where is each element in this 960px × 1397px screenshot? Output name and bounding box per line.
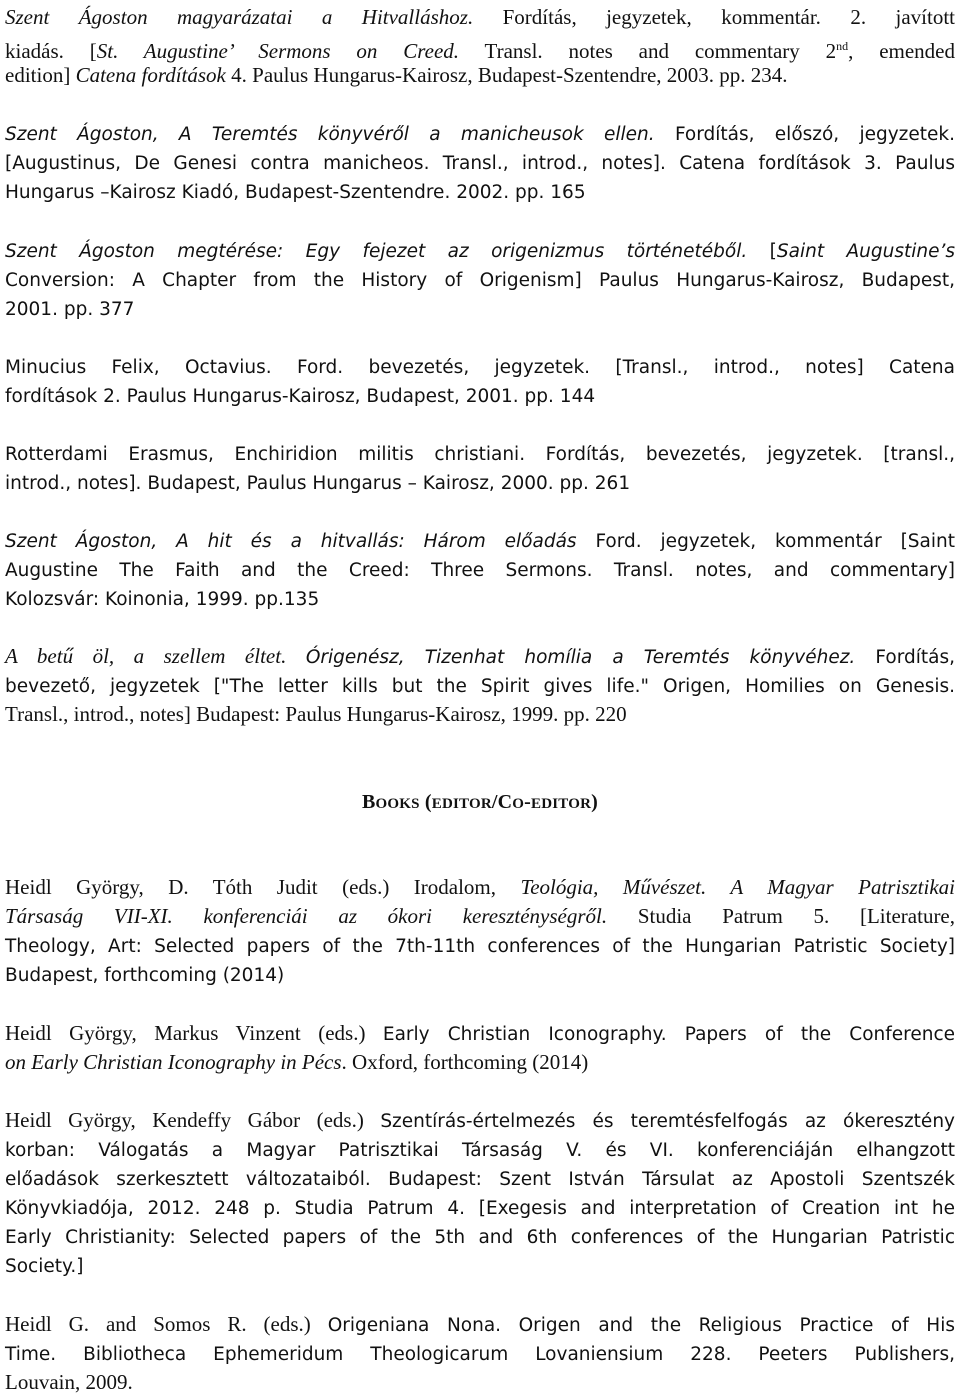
text-segment: ) — [591, 791, 598, 813]
text-segment: Társaság VII-XI. konferenciái az ókori kereszténységről. — [5, 904, 608, 928]
entry-line — [5, 1019, 955, 1048]
text-segment: [Augustinus, De Genesi contra manicheos. Transl., introd., notes]. Catena fordítások 3. Paulus — [5, 153, 955, 174]
text-segment: Louvain, 2009. — [5, 1370, 133, 1394]
entry-line — [5, 1106, 955, 1135]
text-segment: OOKS — [375, 796, 420, 812]
text-segment: Heidl György, Markus Vinzent (eds.) — [5, 1021, 383, 1045]
text-segment: Budapest, forthcoming (2014) — [5, 965, 285, 986]
bib-entry-origen-genesis — [5, 642, 955, 729]
entry-line — [5, 32, 955, 61]
entry-line — [5, 642, 955, 671]
entry-line — [5, 468, 955, 497]
entry-line — [5, 119, 955, 148]
bib-entry-minucius-felix — [5, 352, 955, 410]
entry-line — [5, 148, 955, 177]
entry-line — [5, 1251, 955, 1280]
text-segment: korban: Válogatás a Magyar Patrisztikai Társaság V. és VI. konferenciáján elhangzott — [5, 1140, 955, 1161]
entry-line — [5, 177, 955, 206]
entry-line — [5, 1135, 955, 1164]
bib-entry-literature-theology-art — [5, 873, 955, 989]
entry-line — [5, 236, 955, 265]
text-segment — [286, 644, 305, 668]
text-segment: B — [361, 791, 376, 813]
bib-entry-early-christian-iconography — [5, 1019, 955, 1077]
entry-line — [5, 526, 955, 555]
text-segment: - — [524, 791, 532, 813]
entry-line — [5, 555, 955, 584]
entry-line — [5, 381, 955, 410]
section-heading-books-editor — [0, 791, 960, 814]
text-segment: introd., notes]. Budapest, Paulus Hungarus – Kairosz, 2000. pp. 261 — [5, 473, 631, 494]
text-segment: Teológia, Művészet. A Magyar Patrisztikai — [520, 875, 955, 899]
entry-line — [5, 1368, 955, 1397]
entry-line — [5, 902, 955, 931]
text-segment: Heidl György, D. Tóth Judit (eds.) Irodalom, — [5, 875, 521, 899]
text-segment: Szent Ágoston megtérése: Egy fejezet az origenizmus történetéből. — [5, 241, 748, 262]
entry-line — [5, 700, 955, 729]
text-segment: /C — [491, 791, 513, 813]
text-segment: nd — [836, 39, 849, 53]
text-segment: . Oxford, forthcoming (2014) — [341, 1050, 589, 1074]
text-segment: edition] — [5, 63, 76, 87]
text-segment: O — [512, 796, 525, 812]
text-segment: Szent Ágoston, A Teremtés könyvéről a manicheusok ellen. — [5, 124, 655, 145]
text-segment: Hungarus –Kairosz Kiadó, Budapest-Szentendre. 2002. pp. 165 — [5, 182, 586, 203]
entry-line — [5, 3, 955, 32]
entry-line — [5, 439, 955, 468]
text-segment: Fordítás, jegyzetek, kommentár. 2. javított — [473, 5, 955, 29]
text-segment: Origeniana Nona. Origen and the Religious Practice of His — [327, 1315, 955, 1336]
text-segment: Ford. jegyzetek, kommentár [Saint — [576, 531, 955, 552]
text-segment: St. Augustine’ Sermons on Creed. — [96, 39, 460, 63]
text-segment: Early Christianity: Selected papers of the 5th and 6th conferences of the Hungarian Patristic — [5, 1227, 955, 1248]
bib-entry-erasmus-enchiridion — [5, 439, 955, 497]
entry-line — [5, 61, 955, 90]
text-segment: A betű öl, a szellem éltet. — [5, 644, 287, 668]
text-segment: Rotterdami Erasmus, Enchiridion militis christiani. Fordítás, bevezetés, jegyzetek. [transl., — [5, 444, 955, 465]
text-segment: Szentírás-értelmezés és teremtésfelfogás az ókeresztény — [380, 1111, 955, 1132]
text-segment: előadások szerkesztett változataiból. Budapest: Szent István Társulat az Apostoli Szentszék — [5, 1169, 955, 1190]
text-segment: Catena fordítások — [75, 63, 226, 87]
entry-line — [5, 1310, 955, 1339]
text-segment: Könyvkiadója, 2012. 248 p. Studia Patrum 4. [Exegesis and interpretation of Creation int he — [5, 1198, 955, 1219]
text-segment: bevezető, jegyzetek ["The letter kills but the Spirit gives life." Origen, Homilies on Genesis. — [5, 676, 955, 697]
entry-line — [5, 873, 955, 902]
text-segment: Studia Patrum 5. [Literature, — [607, 904, 956, 928]
text-segment: Conversion: A Chapter from the History of Origenism] Paulus Hungarus-Kairosz, Budapest, — [5, 270, 955, 291]
text-segment: Heidl György, Kendeffy Gábor (eds.) — [5, 1108, 381, 1132]
text-segment: Fordítás, — [855, 647, 955, 668]
bib-entry-szentiras-ertelmezes — [5, 1106, 955, 1280]
text-segment: Minucius Felix, Octavius. Ford. bevezetés, jegyzetek. [Transl., introd., notes] Catena — [5, 357, 955, 378]
entry-line — [5, 1048, 955, 1077]
text-segment: EDITOR — [431, 796, 492, 812]
text-segment: Theology, Art: Selected papers of the 7th-11th conferences of the Hungarian Patristic Society] — [5, 936, 955, 957]
entry-line — [5, 352, 955, 381]
entry-line — [5, 1164, 955, 1193]
text-segment: kiadás. [ — [5, 39, 97, 63]
text-segment: Transl., introd., notes] Budapest: Paulus Hungarus-Kairosz, 1999. pp. 220 — [5, 702, 627, 726]
text-segment: Szent Ágoston, A hit és a hitvallás: Három előadás — [5, 531, 577, 552]
text-segment: fordítások 2. Paulus Hungarus-Kairosz, Budapest, 2001. pp. 144 — [5, 386, 596, 407]
text-segment: on Early Christian Iconography in Pécs — [5, 1050, 342, 1074]
text-segment: Heidl G. and Somos R. (eds.) — [5, 1312, 328, 1336]
text-segment: Transl. notes and commentary 2 — [459, 39, 837, 63]
text-segment: 4. Paulus Hungarus-Kairosz, Budapest-Szentendre, 2003. pp. 234. — [225, 63, 788, 87]
text-segment: Órigenész, Tizenhat homília a Teremtés könyvéhez. — [305, 647, 856, 668]
entry-line — [5, 584, 955, 613]
text-segment: Augustine The Faith and the Creed: Three Sermons. Transl. notes, and commentary] — [5, 560, 955, 581]
text-segment: [ — [747, 241, 777, 262]
entry-line — [5, 671, 955, 700]
text-segment: Fordítás, előszó, jegyzetek. — [654, 124, 956, 145]
bib-entry-augustine-faith-creed — [5, 526, 955, 613]
bib-entry-augustine-creed-2nd — [5, 3, 955, 90]
bib-entry-augustine-genesi — [5, 119, 955, 206]
text-segment: Early Christian Iconography. Papers of the Conference — [382, 1024, 955, 1045]
entry-line — [5, 931, 955, 960]
entry-line — [5, 960, 955, 989]
entry-line — [5, 1222, 955, 1251]
entry-line — [5, 1193, 955, 1222]
text-segment: Kolozsvár: Koinonia, 1999. pp.135 — [5, 589, 320, 610]
entry-line — [5, 265, 955, 294]
text-segment: Time. Bibliotheca Ephemeridum Theologicarum Lovaniensium 228. Peeters Publishers, — [5, 1344, 955, 1365]
bib-entry-augustine-conversion — [5, 236, 955, 323]
text-segment: Society.] — [5, 1256, 84, 1277]
text-segment: ( — [419, 791, 432, 813]
text-segment: 2001. pp. 377 — [5, 299, 135, 320]
bib-entry-origeniana-nona — [5, 1310, 955, 1397]
entry-line — [5, 1339, 955, 1368]
entry-line — [5, 294, 955, 323]
text-segment: EDITOR — [531, 796, 592, 812]
text-segment: , emended — [848, 39, 956, 63]
text-segment: Szent Ágoston magyarázatai a Hitvalláshoz. — [5, 5, 474, 29]
text-segment: Saint Augustine’s — [776, 241, 955, 262]
